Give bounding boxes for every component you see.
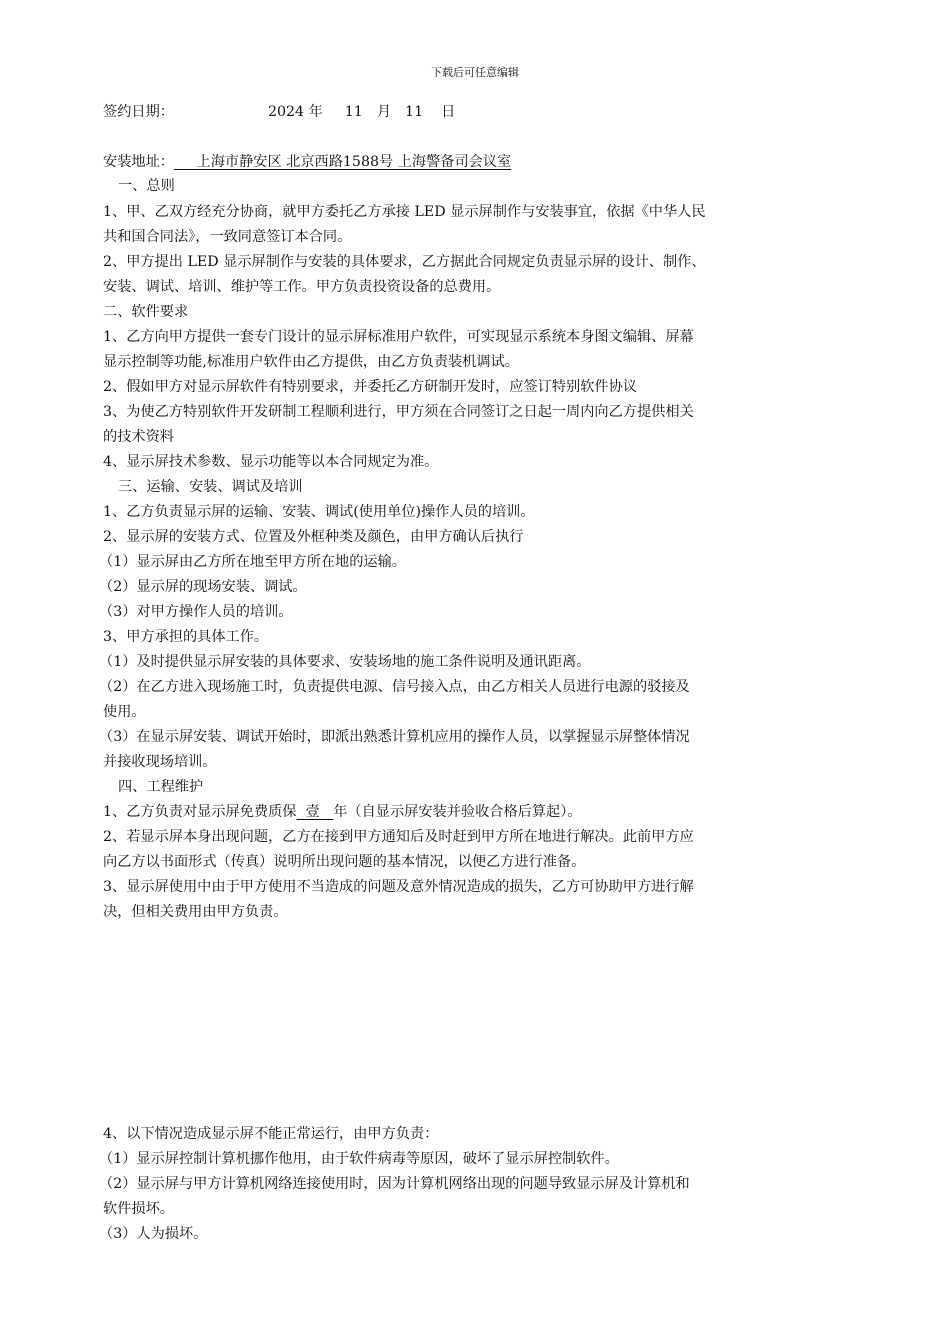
warranty-years: [296, 804, 333, 820]
year-unit: 年: [308, 104, 323, 120]
install-address-value: [174, 154, 511, 170]
signing-date-label: 签约日期：: [103, 104, 174, 120]
section-heading-1: 一、总则: [118, 178, 175, 194]
paragraph-line: 的技术资料: [103, 429, 174, 445]
paragraph-line: 并接收现场培训。: [103, 754, 217, 770]
paragraph-line: 2、显示屏的安装方式、位置及外框种类及颜色，由甲方确认后执行: [103, 529, 524, 545]
list-item: （1）显示屏控制计算机挪作他用，由于软件病毒等原因，破坏了显示屏控制软件。: [99, 1151, 619, 1167]
list-item: （2）在乙方进入现场施工时，负责提供电源、信号接入点，由乙方相关人员进行电源的驳接及: [99, 679, 690, 695]
list-item: （1）显示屏由乙方所在地至甲方所在地的运输。: [99, 554, 406, 570]
warranty-years-value: 壹: [305, 804, 320, 820]
page-header: 下载后可任意编辑: [431, 66, 519, 79]
paragraph-line: 决，但相关费用由甲方负责。: [103, 904, 288, 920]
paragraph-line: 3、甲方承担的具体工作。: [103, 629, 269, 645]
paragraph-line: 向乙方以书面形式（传真）说明所出现问题的基本情况，以便乙方进行准备。: [103, 854, 586, 870]
paragraph-line: 2、甲方提出 LED 显示屏制作与安装的具体要求，乙方据此合同规定负责显示屏的设计、制作、: [103, 254, 706, 270]
paragraph-line: 1、乙方负责显示屏的运输、安装、调试(使用单位)操作人员的培训。: [103, 504, 535, 520]
day-unit: 日: [441, 104, 456, 120]
paragraph-line: 共和国合同法》，一致同意签订本合同。: [103, 229, 352, 245]
section-heading-4: 四、工程维护: [118, 779, 204, 795]
section-heading-2: 二、软件要求: [103, 304, 189, 320]
paragraph-line: 2、假如甲方对显示屏软件有特别要求，并委托乙方研制开发时，应签订特别软件协议: [103, 379, 637, 395]
paragraph-line: 显示控制等功能,标准用户软件由乙方提供，由乙方负责装机调试。: [103, 354, 519, 370]
warranty-line: [103, 803, 813, 821]
list-item: （3）在显示屏安装、调试开始时，即派出熟悉计算机应用的操作人员，以掌握显示屏整体情况: [99, 729, 690, 745]
install-address-text: 上海市静安区 北京西路1588号 上海警备司会议室: [196, 154, 512, 170]
signing-day: 11: [405, 104, 424, 120]
list-item: （2）显示屏的现场安装、调试。: [99, 579, 307, 595]
list-item: （3）人为损坏。: [99, 1226, 208, 1242]
signing-date: [103, 103, 813, 121]
paragraph-line: 4、显示屏技术参数、显示功能等以本合同规定为准。: [103, 454, 439, 470]
month-unit: 月: [376, 104, 392, 120]
paragraph-line: 使用。: [103, 704, 146, 720]
paragraph-line: 1、甲、乙双方经充分协商，就甲方委托乙方承接 LED 显示屏制作与安装事宜，依据《中华人民: [103, 204, 706, 220]
install-address-label: 安装地址：: [103, 154, 174, 170]
list-item: （3）对甲方操作人员的培训。: [99, 604, 293, 620]
paragraph-line: 软件损坏。: [103, 1201, 174, 1217]
paragraph-line: 安装、调试、培训、维护等工作。甲方负责投资设备的总费用。: [103, 279, 501, 295]
list-item: （2）显示屏与甲方计算机网络连接使用时，因为计算机网络出现的问题导致显示屏及计算机和: [99, 1176, 690, 1192]
warranty-suffix: 年（自显示屏安装并验收合格后算起）。: [333, 804, 582, 820]
signing-month: 11: [344, 104, 363, 120]
install-address: [103, 153, 813, 171]
warranty-prefix: 1、乙方负责对显示屏免费质保: [103, 804, 297, 820]
section-heading-3: 三、运输、安装、调试及培训: [118, 479, 303, 495]
list-item: （1）及时提供显示屏安装的具体要求、安装场地的施工条件说明及通讯距离。: [99, 654, 591, 670]
paragraph-line: 2、若显示屏本身出现问题，乙方在接到甲方通知后及时赶到甲方所在地进行解决。此前甲方应: [103, 829, 694, 845]
paragraph-line: 3、显示屏使用中由于甲方使用不当造成的问题及意外情况造成的损失，乙方可协助甲方进行解: [103, 879, 694, 895]
paragraph-line: 1、乙方向甲方提供一套专门设计的显示屏标准用户软件，可实现显示系统本身图文编辑、屏幕: [103, 329, 694, 345]
paragraph-line: 4、以下情况造成显示屏不能正常运行，由甲方负责：: [103, 1126, 439, 1142]
signing-year: 2024: [267, 104, 305, 120]
paragraph-line: 3、为使乙方特别软件开发研制工程顺利进行，甲方须在合同签订之日起一周内向乙方提供相关: [103, 404, 694, 420]
